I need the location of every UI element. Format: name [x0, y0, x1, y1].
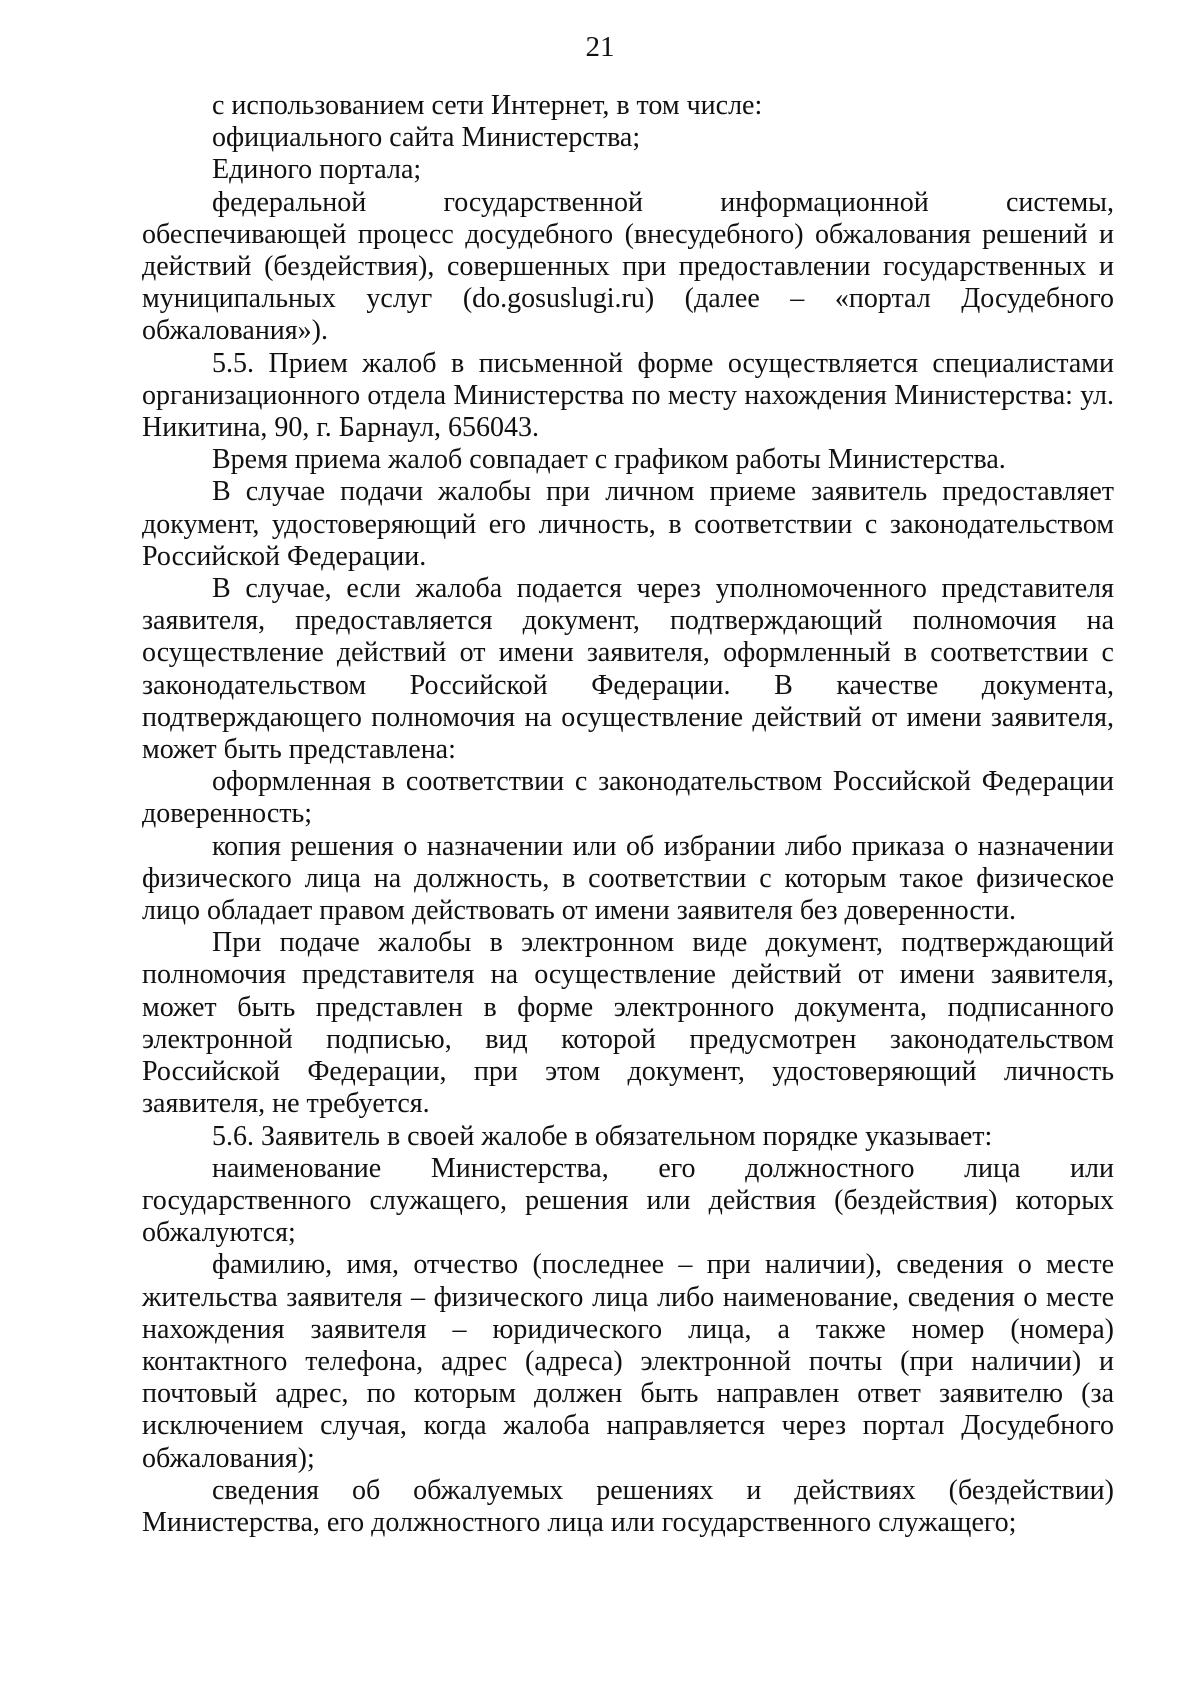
paragraph-reception-time: Время приема жалоб совпадает с графиком работы Министерства. — [212, 444, 1006, 476]
paragraph-applicant-details: фамилию, имя, отчество (последнее – при наличии), сведения о месте жительства заявителя – физического лица либо наименование, сведения о месте нахождения заявителя – юридического лица, а также номер (номера) контактного телефона, адрес (адреса) электронной почты (при наличии) и почтовый адрес, по которым должен быть направлен ответ заявителю (за исключением случая, когда жалоба направляется через портал Досудебного обжалования); — [142, 1249, 1114, 1474]
paragraph-5-5: 5.5. Прием жалоб в письменной форме осуществляется специалистами организационного отдела Министерства по месту нахождения Министерства: ул. Никитина, 90, г. Барнаул, 656043. — [142, 347, 1114, 444]
page-number: 21 — [585, 31, 615, 63]
paragraph-5-6: 5.6. Заявитель в своей жалобе в обязательном порядке указывает: — [212, 1120, 993, 1152]
paragraph-unified-portal: Единого портала; — [212, 154, 422, 186]
paragraph-appealed-decisions: сведения об обжалуемых решениях и действиях (бездействии) Министерства, его должностного лица или государственного служащего; — [142, 1474, 1114, 1538]
paragraph-ministry-site: официального сайта Министерства; — [212, 122, 641, 154]
paragraph-representative: В случае, если жалоба подается через уполномоченного представителя заявителя, предоставляется документ, подтверждающий полномочия на осуществление действий от имени заявителя, оформленный в соответствии с законодательством Российской Федерации. В качестве документа, подтверждающего полномочия на осуществление действий от имени заявителя, может быть представлена: — [142, 573, 1114, 766]
paragraph-internet-intro: с использованием сети Интернет, в том числе: — [212, 90, 763, 121]
document-body — [142, 90, 1114, 1539]
paragraph-electronic-submission: При подаче жалобы в электронном виде документ, подтверждающий полномочия представителя на осуществление действий от имени заявителя, может быть представлен в форме электронного документа, подписанного электронной подписью, вид которой предусмотрен законодательством Российской Федерации, при этом документ, удостоверяющий личность заявителя, не требуется. — [142, 927, 1114, 1120]
paragraph-personal-reception: В случае подачи жалобы при личном приеме заявитель предоставляет документ, удостоверяющий его личность, в соответствии с законодательством Российской Федерации. — [142, 476, 1114, 572]
paragraph-power-of-attorney: оформленная в соответствии с законодательством Российской Федерации доверенность; — [142, 766, 1114, 830]
paragraph-federal-system: федеральной государственной информационной системы, обеспечивающей процесс досудебного (внесудебного) обжалования решений и действий (бездействия), совершенных при предоставлении государственных и муниципальных услуг (do.gosuslugi.ru) (далее – «портал Досудебного обжалования»). — [142, 186, 1114, 347]
paragraph-decision-copy: копия решения о назначении или об избрании либо приказа о назначении физического лица на должность, в соответствии с которым такое физическое лицо обладает правом действовать от имени заявителя без доверенности. — [142, 830, 1114, 927]
paragraph-ministry-name: наименование Министерства, его должностного лица или государственного служащего, решения или действия (бездействия) которых обжалуются; — [142, 1152, 1114, 1249]
